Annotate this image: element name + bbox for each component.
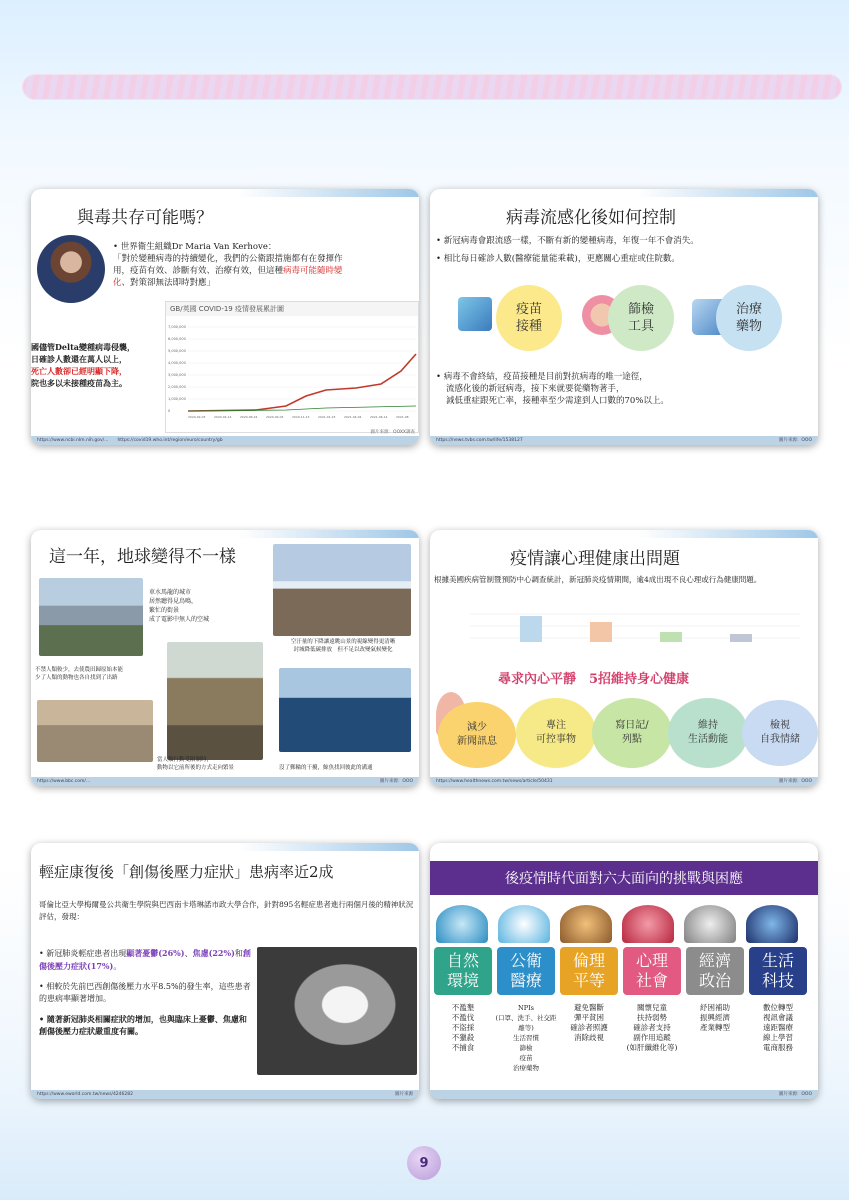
paragraph-line: • 病毒不會終結，疫苗接種是目前對抗病毒的唯一途徑， xyxy=(436,372,648,382)
tip-keep-active: 維持 生活動能 xyxy=(668,698,748,768)
bullet-text: 、 xyxy=(184,949,193,958)
left-text: 國儘管Delta變種病毒侵襲， xyxy=(31,342,135,352)
quote-line: 「對於變種病毒的持續變化，我們的公衛跟措施都有在發揮作 xyxy=(113,254,343,264)
tech-image xyxy=(746,905,798,943)
quote-line: 用，疫苗有效、診斷有效、治療有效，但這種 xyxy=(113,266,284,276)
subtitle: 尋求內心平靜 5招維持身心健康 xyxy=(498,672,690,687)
slide-title: 後疫情時代面對六大面向的挑戰與困應 xyxy=(505,871,743,887)
slide-flu-control xyxy=(430,189,818,445)
mountain-photo xyxy=(273,544,411,636)
speaker-photo xyxy=(37,235,105,303)
paragraph-line: 減低重症跟死亡率，接種率至少需達到人口數的70%以上。 xyxy=(446,396,669,406)
svg-text:4,000,000: 4,000,000 xyxy=(168,361,186,365)
svg-text:1,000,000: 1,000,000 xyxy=(168,397,186,401)
svg-text:3,000,000: 3,000,000 xyxy=(168,373,186,377)
slide-coexist xyxy=(31,189,419,445)
chart-svg xyxy=(166,316,418,428)
tile-tech: 生活 科技 xyxy=(749,947,807,995)
intro-text: 哥倫比亞大學梅爾曼公共衛生學院與巴西南卡塔琳諾市政大學合作，針對895名輕症患者進行兩個月後的精神狀況評估，發現： xyxy=(39,900,414,921)
source-note: 圖片來源：OOXX調查 xyxy=(370,430,415,435)
slide-six-aspects xyxy=(430,843,818,1099)
footer-credit: 圖片來源：OOO xyxy=(379,779,413,784)
survey-bar-chart xyxy=(470,606,800,654)
tip-journal: 寫日記/ 列點 xyxy=(592,698,672,768)
slide-ptsd xyxy=(31,843,419,1099)
bullet: • 相較於先前巴西創傷後壓力水平8.5%的發生率，這些患者的患病率顯著增加。 xyxy=(39,982,251,1003)
stressed-person-photo xyxy=(257,947,417,1075)
tile-nature: 自然 環境 xyxy=(434,947,492,995)
whale-photo xyxy=(279,668,411,752)
tile-caption-equality: 避免醫斷 彈平貧困 確診者照護 消除歧視 xyxy=(570,1003,608,1042)
bullet-highlight: 焦慮(22%) xyxy=(192,948,235,958)
caption-deer: 當人類行動受限制時， 動物以它前所後的方式走向繁景 xyxy=(157,757,235,771)
slide-footer xyxy=(430,1090,818,1099)
footer-credit: 圖片來源：OOO xyxy=(778,438,812,443)
vaccine-circle: 疫苗 接種 xyxy=(496,285,562,351)
paragraph-line: 流感化後的新冠病毒，接下來就要從藥物著手， xyxy=(446,384,625,394)
tile-economy: 經濟 政治 xyxy=(686,947,744,995)
svg-text:2021-04-04: 2021-04-04 xyxy=(344,415,362,419)
left-text-highlight: 死亡人數卻已經明顯下降， xyxy=(31,366,127,376)
deer-photo xyxy=(167,642,263,760)
page-number: 9 xyxy=(407,1146,441,1180)
slide-title: 這一年，地球變得不一樣 xyxy=(49,547,236,567)
bullet: • 新冠病毒會跟流感一樣，不斷有新的變種病毒，年復一年不會消失。 xyxy=(436,236,699,246)
nature-image xyxy=(436,905,488,943)
svg-text:2020-04-14: 2020-04-14 xyxy=(214,415,232,419)
quote-line: • 世界衛生組織Dr Maria Van Kerhove： xyxy=(113,242,277,252)
penguin-photo xyxy=(37,700,153,762)
slide-footer xyxy=(430,777,818,786)
svg-text:2021-01-23: 2021-01-23 xyxy=(318,415,336,419)
tile-health: 公衛 醫療 xyxy=(497,947,555,995)
caption-city: 車水馬龍的城市 居然聽得見鳥鳴， 繁忙的街景 成了電影中無人的空城 xyxy=(149,589,210,623)
bullet-text: 。 xyxy=(113,962,122,971)
slide-footer xyxy=(31,436,419,445)
caption-animals: 不禁人類較少，去使農田歸原始本能 少了人類的動物也各自找到了出路 xyxy=(35,667,124,681)
svg-text:2020-02-03: 2020-02-03 xyxy=(188,415,206,419)
tip-reduce-news: 減少 新聞訊息 xyxy=(438,702,516,768)
tile-equality: 倫理 平等 xyxy=(560,947,618,995)
tile-caption-mental: 關懷兒童 扶持弱勢 確診者支持 副作用追蹤 (如肝纖維化等) xyxy=(626,1003,678,1052)
svg-text:7,000,000: 7,000,000 xyxy=(168,325,186,329)
bullet: • 相比每日確診人數(醫療能量能乘載)，更應關心重症或住院數。 xyxy=(436,254,680,264)
tile-caption-tech: 數位轉型 視訊會議 遠距醫療 線上學習 電商服務 xyxy=(763,1003,793,1052)
svg-text:2020-11-13: 2020-11-13 xyxy=(292,415,310,419)
footer-link[interactable]: https://covid19.who.int/region/euro/country/gb xyxy=(117,438,223,443)
chart-title: GB/英國 COVID-19 疫情發展累計圖 xyxy=(166,302,418,316)
quote-line: 、對策卻無法即時對應」 xyxy=(121,278,216,288)
left-text: 日確診人數還在萬人以上， xyxy=(31,354,127,364)
svg-text:2021-08: 2021-08 xyxy=(396,415,409,419)
tile-caption-health: NPIs (口罩、洗手、社交距離等) 生活習慣 篩檢 疫苗 治療藥物 xyxy=(495,1004,557,1072)
treatment-circle: 治療 藥物 xyxy=(716,285,782,351)
footer-link[interactable]: https://www.eworld.com.tw/news/4246282 xyxy=(37,1092,133,1097)
footer-link[interactable]: https://www.bbc.com/... xyxy=(37,779,91,784)
footer-credit: 圖片來源 xyxy=(395,1092,413,1097)
slide-footer xyxy=(31,1090,419,1099)
tip-focus-control: 專注 可控事物 xyxy=(516,698,596,768)
quote-highlight: 病毒可能隨時變 xyxy=(283,266,343,276)
bullet-text: 和 xyxy=(234,949,243,958)
caption-whale: 沒了郵輪的干擾，鯨魚找回彼此的溝通 xyxy=(279,765,373,771)
svg-text:2020-06-24: 2020-06-24 xyxy=(240,415,258,419)
slide-earth-changed xyxy=(31,530,419,786)
slide-title: 疫情讓心理健康出問題 xyxy=(510,549,680,569)
footer-credit: 圖片來源：OOO xyxy=(778,779,812,784)
bullet-text: • 新冠肺炎輕症患者出現 xyxy=(39,949,127,958)
slide-footer xyxy=(430,436,818,445)
top-banner xyxy=(22,74,842,100)
equality-image xyxy=(560,905,612,943)
svg-text:2021-06-14: 2021-06-14 xyxy=(370,415,388,419)
bullet: • 隨著新冠肺炎相關症狀的增加，也與臨床上憂鬱、焦慮和創傷後壓力症狀嚴重度有關。 xyxy=(39,1014,247,1036)
tile-caption-economy: 紓困補助 振興經濟 產業轉型 xyxy=(700,1003,730,1032)
slide-title: 與毒共存可能嗎？ xyxy=(77,208,213,228)
svg-text:2020-09-03: 2020-09-03 xyxy=(266,415,284,419)
health-image xyxy=(498,905,550,943)
left-text: 院也多以未接種疫苗為主。 xyxy=(31,378,127,388)
tile-caption-nature: 不濫墾 不濫伐 不盜採 不獵殺 不捕食 xyxy=(451,1003,475,1052)
tile-mental: 心理 社會 xyxy=(623,947,681,995)
footer-credit: 圖片來源：OOO xyxy=(778,1092,812,1097)
city-photo xyxy=(39,578,143,656)
slide-mental-health xyxy=(430,530,818,786)
intro-text: 根據美國疾病管制暨預防中心調查統計，新冠肺炎疫情期間，逾4成出現不良心理或行為健康問題。 xyxy=(434,575,762,584)
footer-link[interactable]: https://www.healthnews.com.tw/news/article/50431 xyxy=(436,779,553,784)
svg-text:6,000,000: 6,000,000 xyxy=(168,337,186,341)
slide-footer xyxy=(31,777,419,786)
svg-text:5,000,000: 5,000,000 xyxy=(168,349,186,353)
footer-link[interactable]: https://www.ncbi.nlm.nih.gov/... xyxy=(37,438,109,443)
footer-link[interactable]: https://news.tvbs.com.tw/life/1538127 xyxy=(436,438,523,443)
mental-image xyxy=(622,905,674,943)
tip-check-emotions: 檢視 自我情緒 xyxy=(742,700,818,766)
slide-title: 病毒流感化後如何控制 xyxy=(506,208,676,228)
covid-chart xyxy=(165,301,419,433)
bullet-highlight: 創傷後壓力症狀(17%) xyxy=(39,948,251,971)
vaccine-icon xyxy=(458,297,492,331)
svg-text:0: 0 xyxy=(168,409,171,413)
economy-image xyxy=(684,905,736,943)
slide-title: 輕症康復後「創傷後壓力症狀」患病率近2成 xyxy=(39,863,334,881)
screening-circle: 篩檢 工具 xyxy=(608,285,674,351)
quote-highlight: 化 xyxy=(113,278,122,288)
caption-mountain: 空汙量的下降讓遠眺山景的視線變得更清晰 封城降低碳排放 但不足以改變氣候變化 xyxy=(290,639,396,653)
bullet xyxy=(39,947,251,973)
svg-text:2,000,000: 2,000,000 xyxy=(168,385,186,389)
bullet-highlight: 顯著憂鬱(26%) xyxy=(126,948,185,958)
